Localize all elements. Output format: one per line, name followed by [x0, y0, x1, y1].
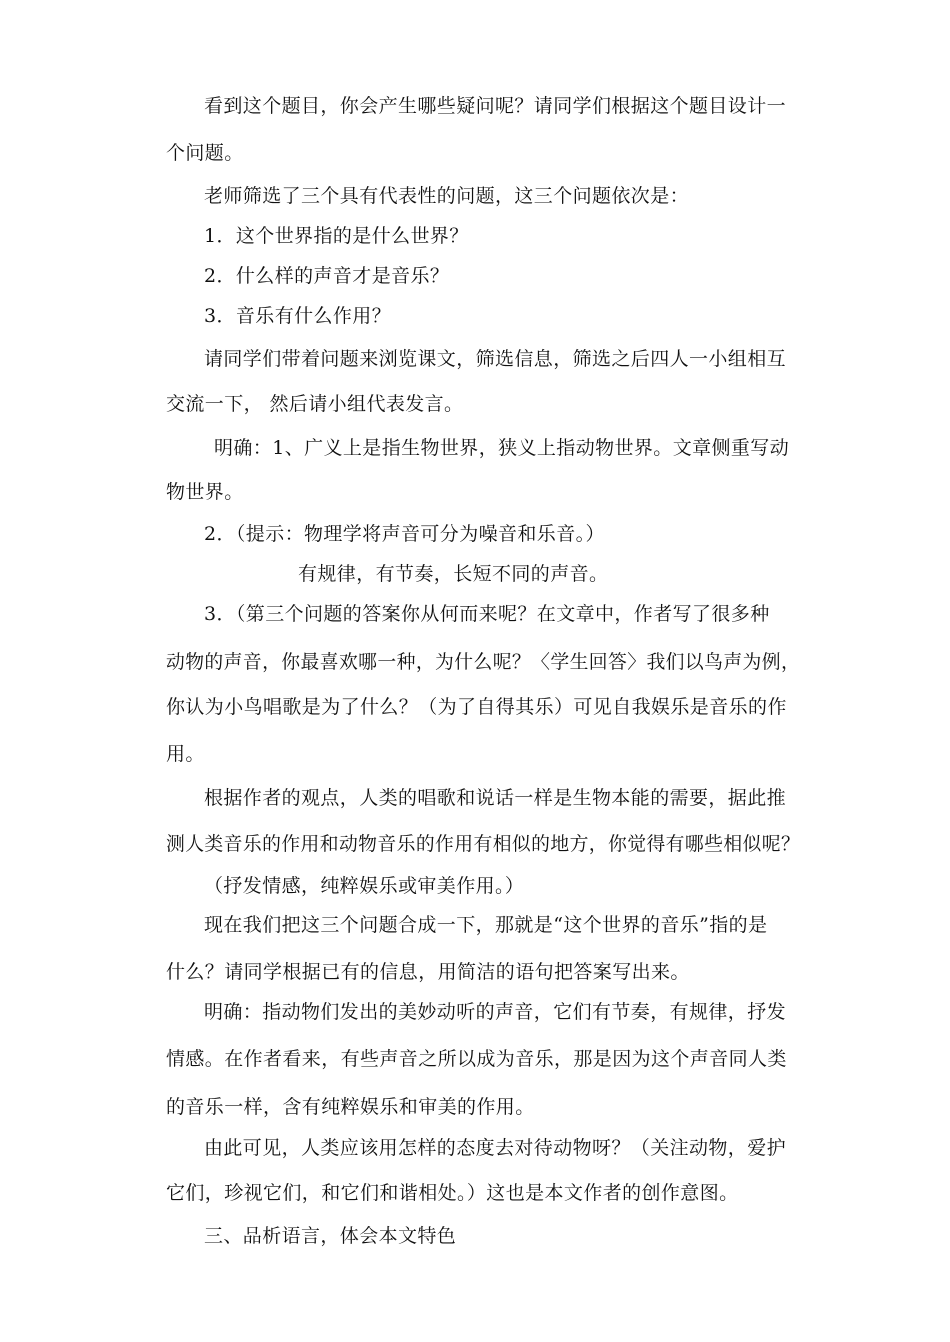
paragraph-line: 由此可见，人类应该用怎样的态度去对待动物呀？（关注动物，爱护 — [204, 1137, 787, 1159]
paragraph-line: 3．（第三个问题的答案你从何而来呢？在文章中，作者写了很多种 — [204, 603, 770, 625]
list-item: 2．什么样的声音才是音乐？ — [204, 265, 450, 287]
paragraph-line: 明确：1、广义上是指生物世界，狭义上指动物世界。文章侧重写动 — [214, 437, 790, 459]
paragraph-line: 情感。在作者看来，有些声音之所以成为音乐，那是因为这个声音同人类 — [166, 1048, 787, 1070]
paragraph-line: （抒发情感，纯粹娱乐或审美作用。） — [204, 875, 525, 897]
paragraph-line: 物世界。 — [166, 481, 244, 503]
paragraph-line: 动物的声音，你最喜欢哪一种，为什么呢？〈学生回答〉我们以鸟声为例， — [166, 651, 801, 673]
paragraph-line: 交流一下， 然后请小组代表发言。 — [166, 393, 464, 415]
list-item: 1．这个世界指的是什么世界？ — [204, 225, 469, 247]
paragraph-line: 测人类音乐的作用和动物音乐的作用有相似的地方，你觉得有哪些相似呢？ — [166, 833, 801, 855]
paragraph-line: 它们，珍视它们，和它们和谐相处。）这也是本文作者的创作意图。 — [166, 1182, 739, 1204]
paragraph-line: 2．（提示：物理学将声音可分为噪音和乐音。） — [204, 523, 605, 545]
paragraph-line: 请同学们带着问题来浏览课文，筛选信息，筛选之后四人一小组相互 — [204, 348, 787, 370]
paragraph-line: 什么？请同学根据已有的信息，用简洁的语句把答案写出来。 — [166, 961, 690, 983]
paragraph-line: 个问题。 — [166, 142, 244, 164]
paragraph-line: 老师筛选了三个具有代表性的问题，这三个问题依次是： — [204, 185, 690, 207]
section-heading: 三、品析语言，体会本文特色 — [204, 1225, 457, 1247]
paragraph-line: 看到这个题目，你会产生哪些疑问呢？请同学们根据这个题目设计一 — [204, 95, 787, 117]
paragraph-line: 的音乐一样，含有纯粹娱乐和审美的作用。 — [166, 1096, 535, 1118]
paragraph-line: 用。 — [166, 743, 205, 765]
paragraph-line: 明确：指动物们发出的美妙动听的声音，它们有节奏，有规律，抒发 — [204, 1001, 787, 1023]
paragraph-line: 你认为小鸟唱歌是为了什么？（为了自得其乐）可见自我娱乐是音乐的作 — [166, 696, 787, 718]
paragraph-line: 根据作者的观点，人类的唱歌和说话一样是生物本能的需要，据此推 — [204, 787, 787, 809]
paragraph-line: 有规律，有节奏，长短不同的声音。 — [298, 563, 609, 585]
list-item: 3．音乐有什么作用？ — [204, 305, 392, 327]
paragraph-line: 现在我们把这三个问题合成一下，那就是“这个世界的音乐”指的是 — [204, 914, 768, 936]
